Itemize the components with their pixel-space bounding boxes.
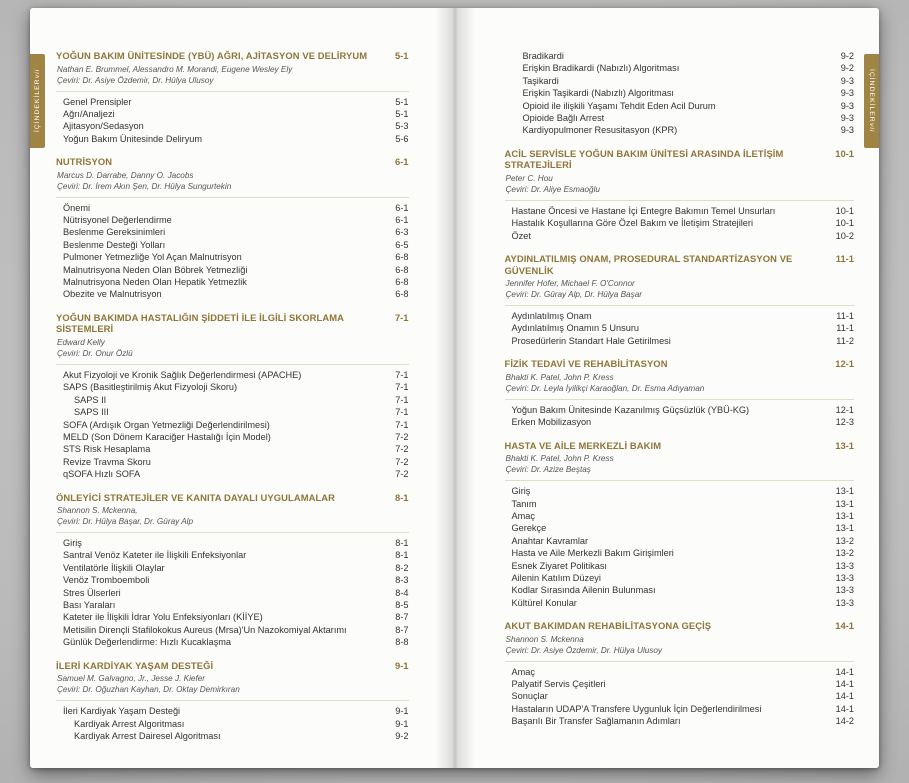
toc-entry bbox=[56, 264, 409, 276]
toc-entry-page: 7-2 bbox=[395, 469, 409, 480]
toc-entry-label: Ağrı/Analjezi bbox=[63, 108, 115, 119]
toc-entry-page: 7-2 bbox=[395, 456, 409, 467]
toc-entry bbox=[56, 611, 409, 623]
toc-entry-page: 6-1 bbox=[395, 215, 409, 226]
toc-entry-label: Hasta ve Aile Merkezli Bakım Girişimleri bbox=[511, 548, 674, 559]
toc-entry bbox=[505, 112, 855, 124]
section-authors: Bhakti K. Patel, John P. Kress bbox=[505, 454, 614, 464]
toc-entry-page: 8-7 bbox=[395, 624, 409, 635]
toc-entry-page: 13-1 bbox=[835, 510, 854, 521]
toc-entry-page: 13-1 bbox=[835, 486, 854, 497]
toc-entry bbox=[505, 547, 855, 559]
section-heading bbox=[56, 312, 409, 335]
toc-entry bbox=[56, 456, 409, 468]
toc-entry-label: Malnutrisyona Neden Olan Hepatik Yetmezlik bbox=[63, 277, 247, 288]
toc-page-right bbox=[455, 8, 880, 768]
contents-edge-tab-left bbox=[30, 54, 45, 148]
section-translators: Çeviri: Dr. Hülya Başar, Dr. Güray Alp bbox=[57, 517, 194, 527]
section-page-number: 8-1 bbox=[394, 491, 409, 503]
toc-entry bbox=[505, 310, 855, 322]
section-page-number: 7-1 bbox=[394, 311, 409, 323]
toc-entry-page: 11-1 bbox=[836, 323, 854, 334]
toc-entry-label: Ailenin Katılım Düzeyi bbox=[511, 572, 601, 583]
toc-entry-label: Giriş bbox=[63, 538, 82, 549]
toc-entry-label: Pulmoner Yetmezliğe Yol Açan Malnutrisyon bbox=[63, 252, 242, 263]
toc-entry bbox=[56, 96, 409, 108]
section-translators: Çeviri: Dr. Asiye Özdemir, Dr. Hülya Ulusoy bbox=[57, 75, 214, 85]
toc-entry bbox=[505, 597, 855, 609]
toc-entry-label: Amaç bbox=[511, 510, 535, 521]
toc-entry-label: Obezite ve Malnutrisyon bbox=[63, 289, 162, 300]
toc-entry bbox=[505, 572, 855, 584]
toc-section bbox=[56, 156, 409, 301]
toc-entry bbox=[505, 87, 855, 99]
section-title: ACİL SERVİSLE YOĞUN BAKIM ÜNİTESİ ARASINDA İLETİŞİM STRATEJİLERİ bbox=[504, 147, 784, 171]
toc-entry-label: Gerekçe bbox=[511, 523, 547, 534]
toc-entry-label: Yoğun Bakım Ünitesinde Deliryum bbox=[63, 133, 203, 144]
toc-entry-page: 11-2 bbox=[836, 335, 854, 346]
toc-entry bbox=[505, 666, 855, 678]
toc-entry bbox=[56, 443, 409, 455]
toc-entry-label: Opioid ile ilişkili Yaşamı Tehdit Eden Acil Durum bbox=[522, 100, 716, 111]
toc-entry-label: Hastalık Koşullarına Göre Özel Bakım ve İletişim Stratejileri bbox=[511, 218, 754, 229]
toc-page-left bbox=[30, 8, 455, 768]
section-title: AKUT BAKIMDAN REHABİLİTASYONA GEÇİŞ bbox=[504, 620, 712, 632]
contents-tab-text: İÇİNDEKİLER bbox=[868, 69, 875, 124]
section-translators: Çeviri: Dr. Asiye Özdemir, Dr. Hülya Ulusoy bbox=[505, 645, 662, 655]
toc-entry-page: 7-2 bbox=[395, 431, 409, 442]
toc-entry bbox=[56, 120, 409, 132]
section-heading bbox=[505, 253, 855, 276]
toc-entry bbox=[56, 549, 409, 561]
section-heading bbox=[56, 156, 409, 168]
toc-entry-label: Yoğun Bakım Ünitesinde Kazanılmış Güçsüzlük (YBÜ-KG) bbox=[511, 404, 750, 415]
toc-entry-page: 12-3 bbox=[835, 417, 854, 428]
toc-entry-page: 12-1 bbox=[835, 404, 854, 415]
toc-entry bbox=[56, 599, 409, 611]
toc-entry bbox=[505, 678, 855, 690]
toc-entry-page: 8-8 bbox=[395, 637, 409, 648]
section-page-number: 5-1 bbox=[394, 50, 409, 61]
toc-entry bbox=[56, 431, 409, 443]
toc-entry-label: SAPS (Basitleştirilmiş Akut Fizyoloji Skoru) bbox=[63, 382, 238, 393]
toc-entry-page: 13-3 bbox=[835, 585, 854, 596]
toc-entry-page: 8-1 bbox=[395, 538, 409, 549]
toc-entry bbox=[505, 416, 855, 428]
toc-entry-page: 6-5 bbox=[395, 239, 409, 250]
toc-entry-label: Özet bbox=[511, 230, 531, 241]
toc-entry bbox=[56, 108, 409, 120]
section-entries bbox=[505, 661, 855, 728]
toc-entry-page: 5-6 bbox=[395, 133, 409, 144]
toc-entry-label: Hastane Öncesi ve Hastane İçi Entegre Bakımın Temel Unsurları bbox=[511, 205, 776, 216]
section-authors: Marcus D. Darrabe, Danny O. Jacobs bbox=[57, 170, 194, 180]
toc-entry bbox=[56, 133, 409, 145]
toc-entry bbox=[505, 498, 855, 510]
toc-entry bbox=[56, 730, 409, 742]
section-entries bbox=[56, 91, 409, 146]
toc-right-column bbox=[505, 50, 855, 728]
toc-entry bbox=[56, 562, 409, 574]
toc-entry bbox=[56, 406, 409, 418]
toc-entry-label: Başarılı Bir Transfer Sağlamanın Adımları bbox=[511, 716, 681, 727]
toc-entry-label: Nütrisyonel Değerlendirme bbox=[63, 215, 172, 226]
toc-entry-label: Kardiyak Arrest Algoritması bbox=[74, 718, 185, 729]
toc-entry-label: Metisilin Dirençli Stafilokokus Aureus (Mrsa)'Un Nazokomiyal Aktarımı bbox=[63, 624, 347, 635]
toc-entry-label: Anahtar Kavramlar bbox=[511, 535, 589, 546]
toc-entry-page: 9-3 bbox=[840, 75, 854, 86]
toc-entry-label: Stres Ülserleri bbox=[63, 587, 121, 598]
toc-entry bbox=[505, 124, 855, 136]
toc-entry-label: STS Risk Hesaplama bbox=[63, 444, 151, 455]
toc-entry-page: 13-3 bbox=[835, 572, 854, 583]
toc-entry-label: Kodlar Sırasında Ailenin Bulunması bbox=[511, 585, 656, 596]
toc-entry-page: 7-1 bbox=[395, 394, 409, 405]
toc-entry-page: 6-3 bbox=[395, 227, 409, 238]
toc-entry bbox=[56, 574, 409, 586]
section-translators: Çeviri: Dr. Güray Alp, Dr. Hülya Başar bbox=[505, 290, 642, 300]
toc-section bbox=[505, 148, 855, 242]
toc-entry-page: 7-1 bbox=[395, 369, 409, 380]
section-authors: Nathan E. Brummel, Alessandro M. Morandi, Eugene Wesley Ely bbox=[57, 64, 293, 74]
section-title: HASTA VE AİLE MERKEZLİ BAKIM bbox=[504, 439, 662, 451]
toc-entry bbox=[505, 703, 855, 715]
toc-entry bbox=[505, 404, 855, 416]
toc-entry-label: İleri Kardiyak Yaşam Desteği bbox=[63, 706, 181, 717]
toc-entry-page: 14-1 bbox=[835, 679, 854, 690]
toc-section bbox=[505, 440, 855, 610]
toc-entry-page: 8-3 bbox=[395, 575, 409, 586]
toc-entry bbox=[505, 217, 855, 229]
toc-entry-page: 13-2 bbox=[835, 535, 854, 546]
section-entries bbox=[505, 305, 855, 347]
toc-entry-page: 8-5 bbox=[395, 600, 409, 611]
toc-entry-page: 13-2 bbox=[835, 548, 854, 559]
toc-entry-page: 9-2 bbox=[840, 63, 854, 74]
toc-entry-label: Beslenme Gereksinimleri bbox=[63, 227, 166, 238]
section-title: AYDINLATILMIŞ ONAM, PROSEDURAL STANDARTİZASYON VE GÜVENLİK bbox=[504, 253, 793, 276]
toc-entry-page: 9-1 bbox=[395, 706, 409, 717]
toc-entry-page: 8-1 bbox=[395, 550, 409, 561]
toc-entry bbox=[56, 251, 409, 263]
contents-tab-label bbox=[34, 69, 41, 132]
section-authors: Edward Kelly bbox=[57, 337, 105, 347]
toc-entry-label: Erişkin Taşikardi (Nabızlı) Algoritması bbox=[522, 88, 674, 99]
section-heading bbox=[56, 492, 409, 504]
section-page-number: 11-1 bbox=[835, 253, 854, 265]
toc-entry bbox=[56, 624, 409, 636]
section-authors: Shannon S. Mckenna bbox=[505, 634, 584, 644]
toc-entry-page: 9-1 bbox=[395, 718, 409, 729]
toc-entry-label: Aydınlatılmış Onam bbox=[511, 311, 592, 322]
toc-entry-page: 6-8 bbox=[395, 277, 409, 288]
toc-entry-page: 13-3 bbox=[835, 597, 854, 608]
toc-entry-label: MELD (Son Dönem Karaciğer Hastalığı İçin Model) bbox=[63, 431, 271, 442]
section-heading bbox=[505, 620, 855, 632]
toc-entry-label: Revize Travma Skoru bbox=[63, 456, 151, 467]
toc-entry-label: Kateter ile İlişkili İdrar Yolu Enfeksiyonları (KİİYE) bbox=[63, 612, 263, 623]
toc-entry-label: Ventilatörle İlişkili Olaylar bbox=[63, 562, 165, 573]
toc-entry bbox=[505, 715, 855, 727]
toc-entry-label: qSOFA Hızlı SOFA bbox=[63, 469, 141, 480]
section-title: YOĞUN BAKIMDA HASTALIĞIN ŞİDDETİ İLE İLGİLİ SKORLAMA SİSTEMLERİ bbox=[56, 311, 344, 335]
toc-entry bbox=[505, 522, 855, 534]
toc-entry-label: Palyatif Servis Çeşitleri bbox=[511, 679, 606, 690]
section-title: İLERİ KARDİYAK YAŞAM DESTEĞİ bbox=[56, 659, 214, 671]
toc-entry bbox=[56, 394, 409, 406]
section-authors: Shannon S. Mckenna, bbox=[57, 506, 138, 516]
toc-entry-page: 9-2 bbox=[395, 731, 409, 741]
toc-entry-label: Tanım bbox=[511, 498, 537, 509]
toc-entry-page: 7-2 bbox=[395, 444, 409, 455]
section-entries bbox=[56, 197, 409, 301]
toc-entry-page: 7-1 bbox=[395, 382, 409, 393]
toc-entry-page: 9-3 bbox=[840, 88, 854, 99]
toc-entry bbox=[505, 50, 855, 62]
toc-entry-label: Akut Fizyoloji ve Kronik Sağlık Değerlendirmesi (APACHE) bbox=[63, 369, 302, 380]
section-page-number: 10-1 bbox=[835, 147, 854, 159]
toc-entry-label: Bası Yaraları bbox=[63, 600, 116, 611]
toc-entry bbox=[505, 510, 855, 522]
toc-entry bbox=[505, 335, 855, 347]
toc-entry bbox=[505, 690, 855, 702]
toc-entry-label: Aydınlatılmış Onamın 5 Unsuru bbox=[511, 323, 639, 334]
toc-section bbox=[56, 50, 409, 145]
toc-left-column bbox=[56, 50, 409, 742]
section-heading bbox=[505, 440, 855, 452]
section-page-number: 13-1 bbox=[835, 439, 854, 451]
section-authors: Peter C. Hou bbox=[505, 173, 553, 183]
section-title: NUTRİSYON bbox=[56, 156, 113, 168]
toc-entry bbox=[56, 537, 409, 549]
contents-tab-roman: vii bbox=[868, 123, 875, 133]
toc-entry-page: 14-1 bbox=[835, 691, 854, 702]
section-translators: Çeviri: Dr. Oğuzhan Kayhan, Dr. Oktay Demirkıran bbox=[57, 685, 240, 695]
contents-tab-label bbox=[868, 69, 875, 132]
toc-entry bbox=[505, 584, 855, 596]
toc-entry-page: 14-1 bbox=[835, 666, 854, 677]
toc-entry bbox=[505, 205, 855, 217]
toc-entry bbox=[56, 419, 409, 431]
section-title: ÖNLEYİCİ STRATEJİLER VE KANITA DAYALI UYGULAMALAR bbox=[56, 491, 336, 503]
toc-entry-label: Erişkin Bradikardi (Nabızlı) Algoritması bbox=[522, 63, 680, 74]
toc-entry bbox=[56, 636, 409, 648]
toc-entry bbox=[56, 468, 409, 480]
section-title: FİZİK TEDAVİ VE REHABİLİTASYON bbox=[504, 358, 668, 370]
section-translators: Çeviri: Dr. İrem Akın Şen, Dr. Hülya Sungurtekin bbox=[57, 181, 232, 191]
toc-entry-label: Erken Mobilizasyon bbox=[511, 417, 592, 428]
section-entries bbox=[56, 532, 409, 649]
toc-entry-label: Taşikardi bbox=[522, 75, 559, 86]
toc-entry bbox=[56, 288, 409, 300]
toc-entry-page: 7-1 bbox=[395, 419, 409, 430]
toc-entry-page: 10-1 bbox=[835, 218, 854, 229]
toc-entry-label: Giriş bbox=[511, 486, 531, 497]
toc-entry-label: Kardiyopulmoner Resusitasyon (KPR) bbox=[522, 125, 678, 136]
section-translators: Çeviri: Dr. Onur Özlü bbox=[57, 348, 133, 358]
toc-entry-page: 10-2 bbox=[835, 230, 854, 241]
toc-entry-page: 6-8 bbox=[395, 289, 409, 300]
toc-entry-page: 7-1 bbox=[395, 407, 409, 418]
toc-entry-page: 8-7 bbox=[395, 612, 409, 623]
toc-entry bbox=[56, 587, 409, 599]
toc-entry-label: Önemi bbox=[63, 202, 91, 213]
toc-entry-label: Opioide Bağlı Arrest bbox=[522, 113, 605, 124]
toc-entry bbox=[56, 718, 409, 730]
toc-entry-page: 13-1 bbox=[835, 498, 854, 509]
toc-entry-label: Malnutrisyona Neden Olan Böbrek Yetmezliği bbox=[63, 264, 248, 275]
toc-entry-page: 6-8 bbox=[395, 252, 409, 263]
section-entries bbox=[505, 200, 855, 242]
toc-entry bbox=[505, 62, 855, 74]
toc-section bbox=[505, 253, 855, 347]
toc-entry bbox=[56, 226, 409, 238]
toc-entry-page: 5-1 bbox=[395, 108, 409, 119]
toc-entry-page: 8-4 bbox=[395, 587, 409, 598]
toc-entry-page: 6-1 bbox=[395, 202, 409, 213]
toc-entry-page: 14-2 bbox=[835, 716, 854, 727]
book-spread bbox=[30, 8, 879, 768]
toc-entry-label: Kültürel Konular bbox=[511, 597, 577, 608]
toc-entry-label: Venöz Tromboemboli bbox=[63, 575, 150, 586]
contents-tab-roman: vii bbox=[34, 69, 41, 79]
toc-section bbox=[56, 312, 409, 481]
toc-entry bbox=[56, 369, 409, 381]
toc-entry bbox=[505, 485, 855, 497]
section-page-number: 9-1 bbox=[394, 659, 409, 671]
section-heading bbox=[505, 358, 855, 370]
toc-entry-page: 5-3 bbox=[395, 121, 409, 132]
toc-entry bbox=[56, 705, 409, 717]
section-entries bbox=[56, 364, 409, 481]
section-translators: Çeviri: Dr. Aliye Esmaoğlu bbox=[505, 184, 600, 194]
toc-entry bbox=[56, 276, 409, 288]
toc-entry-label: SAPS II bbox=[74, 394, 107, 405]
section-page-number: 12-1 bbox=[835, 358, 854, 370]
toc-entry-label: Genel Prensipler bbox=[63, 96, 132, 107]
toc-entry bbox=[505, 535, 855, 547]
toc-entry-page: 11-1 bbox=[836, 311, 854, 322]
toc-entry-label: Hastaların UDAP'A Transfere Uygunluk İçin Değerlendirilmesi bbox=[511, 703, 762, 714]
toc-entry-label: Esnek Ziyaret Politikası bbox=[511, 560, 607, 571]
section-authors: Jennifer Hofer, Michael F. O'Connor bbox=[505, 279, 635, 289]
toc-entry-label: SAPS III bbox=[74, 407, 109, 418]
contents-tab-text: İÇİNDEKİLER bbox=[34, 78, 41, 133]
toc-entry-label: Ajitasyon/Sedasyon bbox=[63, 121, 144, 132]
section-translators: Çeviri: Dr. Leyla İyilikçi Karaoğlan, Dr. Esma Adıyaman bbox=[505, 383, 705, 393]
toc-entry-page: 14-1 bbox=[835, 703, 854, 714]
section-entries bbox=[505, 480, 855, 609]
section-authors: Samuel M. Galvagno, Jr., Jesse J. Kiefer bbox=[57, 674, 206, 684]
section-authors: Bhakti K. Patel, John P. Kress bbox=[505, 372, 614, 382]
section-entries bbox=[56, 700, 409, 742]
toc-section bbox=[56, 660, 409, 743]
section-title: YOĞUN BAKIM ÜNİTESİNDE (YBÜ) AĞRI, AJİTASYON VE DELİRYUM bbox=[56, 50, 368, 61]
section-page-number: 14-1 bbox=[835, 620, 854, 632]
toc-entry-page: 9-3 bbox=[840, 113, 854, 124]
toc-entry-page: 6-8 bbox=[395, 264, 409, 275]
toc-entry-page: 9-3 bbox=[840, 125, 854, 136]
toc-entry-page: 9-3 bbox=[840, 100, 854, 111]
toc-entry-label: Prosedürlerin Standart Hale Getirilmesi bbox=[511, 335, 671, 346]
toc-entry-page: 9-2 bbox=[840, 51, 854, 61]
toc-entry bbox=[505, 230, 855, 242]
toc-entry-label: Santral Venöz Kateter ile İlişkili Enfeksiyonlar bbox=[63, 550, 247, 561]
toc-entry-label: Kardiyak Arrest Dairesel Algoritması bbox=[74, 731, 221, 741]
toc-entry-page: 5-1 bbox=[395, 96, 409, 107]
toc-entry-label: Beslenme Desteği Yolları bbox=[63, 239, 166, 250]
section-entries bbox=[505, 399, 855, 429]
continued-entries bbox=[505, 50, 855, 137]
toc-entry-page: 13-3 bbox=[835, 560, 854, 571]
section-heading bbox=[505, 148, 855, 171]
section-translators: Çeviri: Dr. Azize Beştaş bbox=[505, 465, 591, 475]
section-heading bbox=[56, 660, 409, 672]
toc-entry-page: 13-1 bbox=[835, 523, 854, 534]
section-heading bbox=[56, 50, 409, 62]
toc-entry-label: Günlük Değerlendirme: Hızlı Kucaklaşma bbox=[63, 637, 231, 648]
toc-entry bbox=[56, 381, 409, 393]
toc-entry-label: Amaç bbox=[511, 666, 535, 677]
toc-entry bbox=[56, 239, 409, 251]
toc-section bbox=[505, 620, 855, 728]
toc-entry-page: 8-2 bbox=[395, 562, 409, 573]
toc-entry bbox=[505, 560, 855, 572]
toc-entry-label: Sonuçlar bbox=[511, 691, 548, 702]
toc-section bbox=[505, 358, 855, 428]
toc-entry bbox=[505, 322, 855, 334]
toc-entry-page: 10-1 bbox=[835, 205, 854, 216]
toc-entry-label: Bradikardi bbox=[522, 51, 564, 61]
toc-section bbox=[56, 492, 409, 649]
toc-entry bbox=[505, 75, 855, 87]
toc-entry bbox=[56, 202, 409, 214]
toc-entry-label: SOFA (Ardışık Organ Yetmezliği Değerlendirilmesi) bbox=[63, 419, 270, 430]
section-page-number: 6-1 bbox=[394, 156, 409, 168]
contents-edge-tab-right bbox=[864, 54, 879, 148]
toc-entry bbox=[505, 100, 855, 112]
toc-entry bbox=[56, 214, 409, 226]
